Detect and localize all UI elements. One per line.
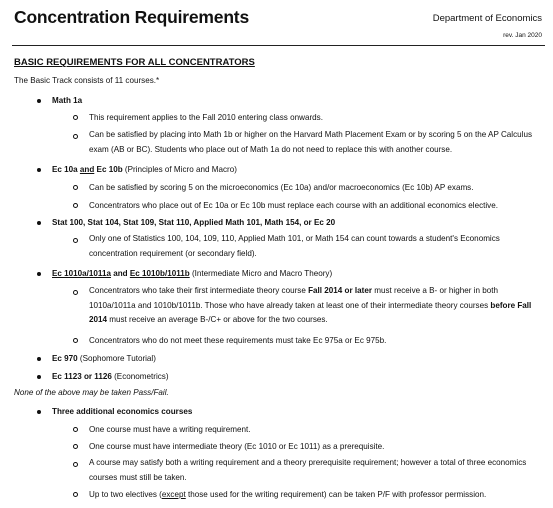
bullet-icon [37, 357, 41, 361]
req-electives-sub3: A course may satisfy both a writing requirement and a theory prerequisite requirement; however a total of three economics courses must still be taken. [89, 458, 527, 482]
req-electives-title: Three additional economics courses [52, 407, 193, 416]
req-ec10-sub1: Can be satisfied by scoring 5 on the microeconomics (Ec 10a) and/or macroeconomics (Ec 10b) AP exams. [89, 183, 474, 192]
req-ec10-sub2: Concentrators who place out of Ec 10a or Ec 10b must replace each course with an additional economics elective. [89, 201, 498, 210]
req-math-title: Math 1a [52, 96, 83, 105]
req-theory-title: Ec 1010a/1011a and Ec 1010b/1011b (Intermediate Micro and Macro Theory) [52, 269, 333, 278]
header-divider [12, 45, 545, 46]
req-ec970-title: Ec 970 (Sophomore Tutorial) [52, 354, 156, 363]
sub-bullet-icon [73, 185, 78, 190]
req-electives-sub2: One course must have intermediate theory (Ec 1010 or Ec 1011) as a prerequisite. [89, 442, 385, 451]
sub-bullet-icon [73, 427, 78, 432]
revision-date: rev. Jan 2020 [503, 32, 542, 39]
bullet-icon [37, 375, 41, 379]
sub-bullet-icon [73, 134, 78, 139]
req-theory-sub1: Concentrators who take their first intermediate theory course Fall 2014 or later must receive a B- or higher in both 1010a/1011a and 1010b/1011b. Those who have already taken at least one of their intermediate theory courses before Fall 2014 must receive an average B-/C+ or above for the two courses. [89, 286, 532, 324]
req-ec1123-title: Ec 1123 or 1126 (Econometrics) [52, 372, 169, 381]
req-stat-sub1: Only one of Statistics 100, 104, 109, 110, Applied Math 101, or Math 154 can count towards a student's Economics concentration requirement (or secondary field). [89, 234, 500, 258]
page-title: Concentration Requirements [14, 7, 249, 27]
sub-bullet-icon [73, 338, 78, 343]
req-electives-sub1: One course must have a writing requirement. [89, 425, 251, 434]
sub-bullet-icon [73, 238, 78, 243]
req-math-sub1: This requirement applies to the Fall 2010 entering class onwards. [89, 113, 323, 122]
sub-bullet-icon [73, 492, 78, 497]
req-math-sub2: Can be satisfied by placing into Math 1b or higher on the Harvard Math Placement Exam or by scoring 5 on the AP Calculus exam (AB or BC). Students who place out of Math 1a do not need to replace this with another course. [89, 130, 532, 154]
sub-bullet-icon [73, 115, 78, 120]
bullet-icon [37, 272, 41, 276]
passfail-note: None of the above may be taken Pass/Fail. [14, 388, 169, 397]
req-ec10-title: Ec 10a and Ec 10b (Principles of Micro and Macro) [52, 165, 237, 174]
section-heading: BASIC REQUIREMENTS FOR ALL CONCENTRATORS [14, 57, 255, 68]
bullet-icon [37, 99, 41, 103]
req-stat-title: Stat 100, Stat 104, Stat 109, Stat 110, Applied Math 101, Math 154, or Ec 20 [52, 218, 336, 227]
sub-bullet-icon [73, 444, 78, 449]
sub-bullet-icon [73, 290, 78, 295]
bullet-icon [37, 168, 41, 172]
sub-bullet-icon [73, 203, 78, 208]
req-theory-sub2: Concentrators who do not meet these requirements must take Ec 975a or Ec 975b. [89, 336, 387, 345]
intro-text: The Basic Track consists of 11 courses.* [14, 76, 160, 85]
sub-bullet-icon [73, 462, 78, 467]
bullet-icon [37, 410, 41, 414]
department-name: Department of Economics [432, 13, 542, 24]
bullet-icon [37, 221, 41, 225]
req-electives-sub4: Up to two electives (except those used for the writing requirement) can be taken P/F with professor permission. [89, 490, 487, 499]
